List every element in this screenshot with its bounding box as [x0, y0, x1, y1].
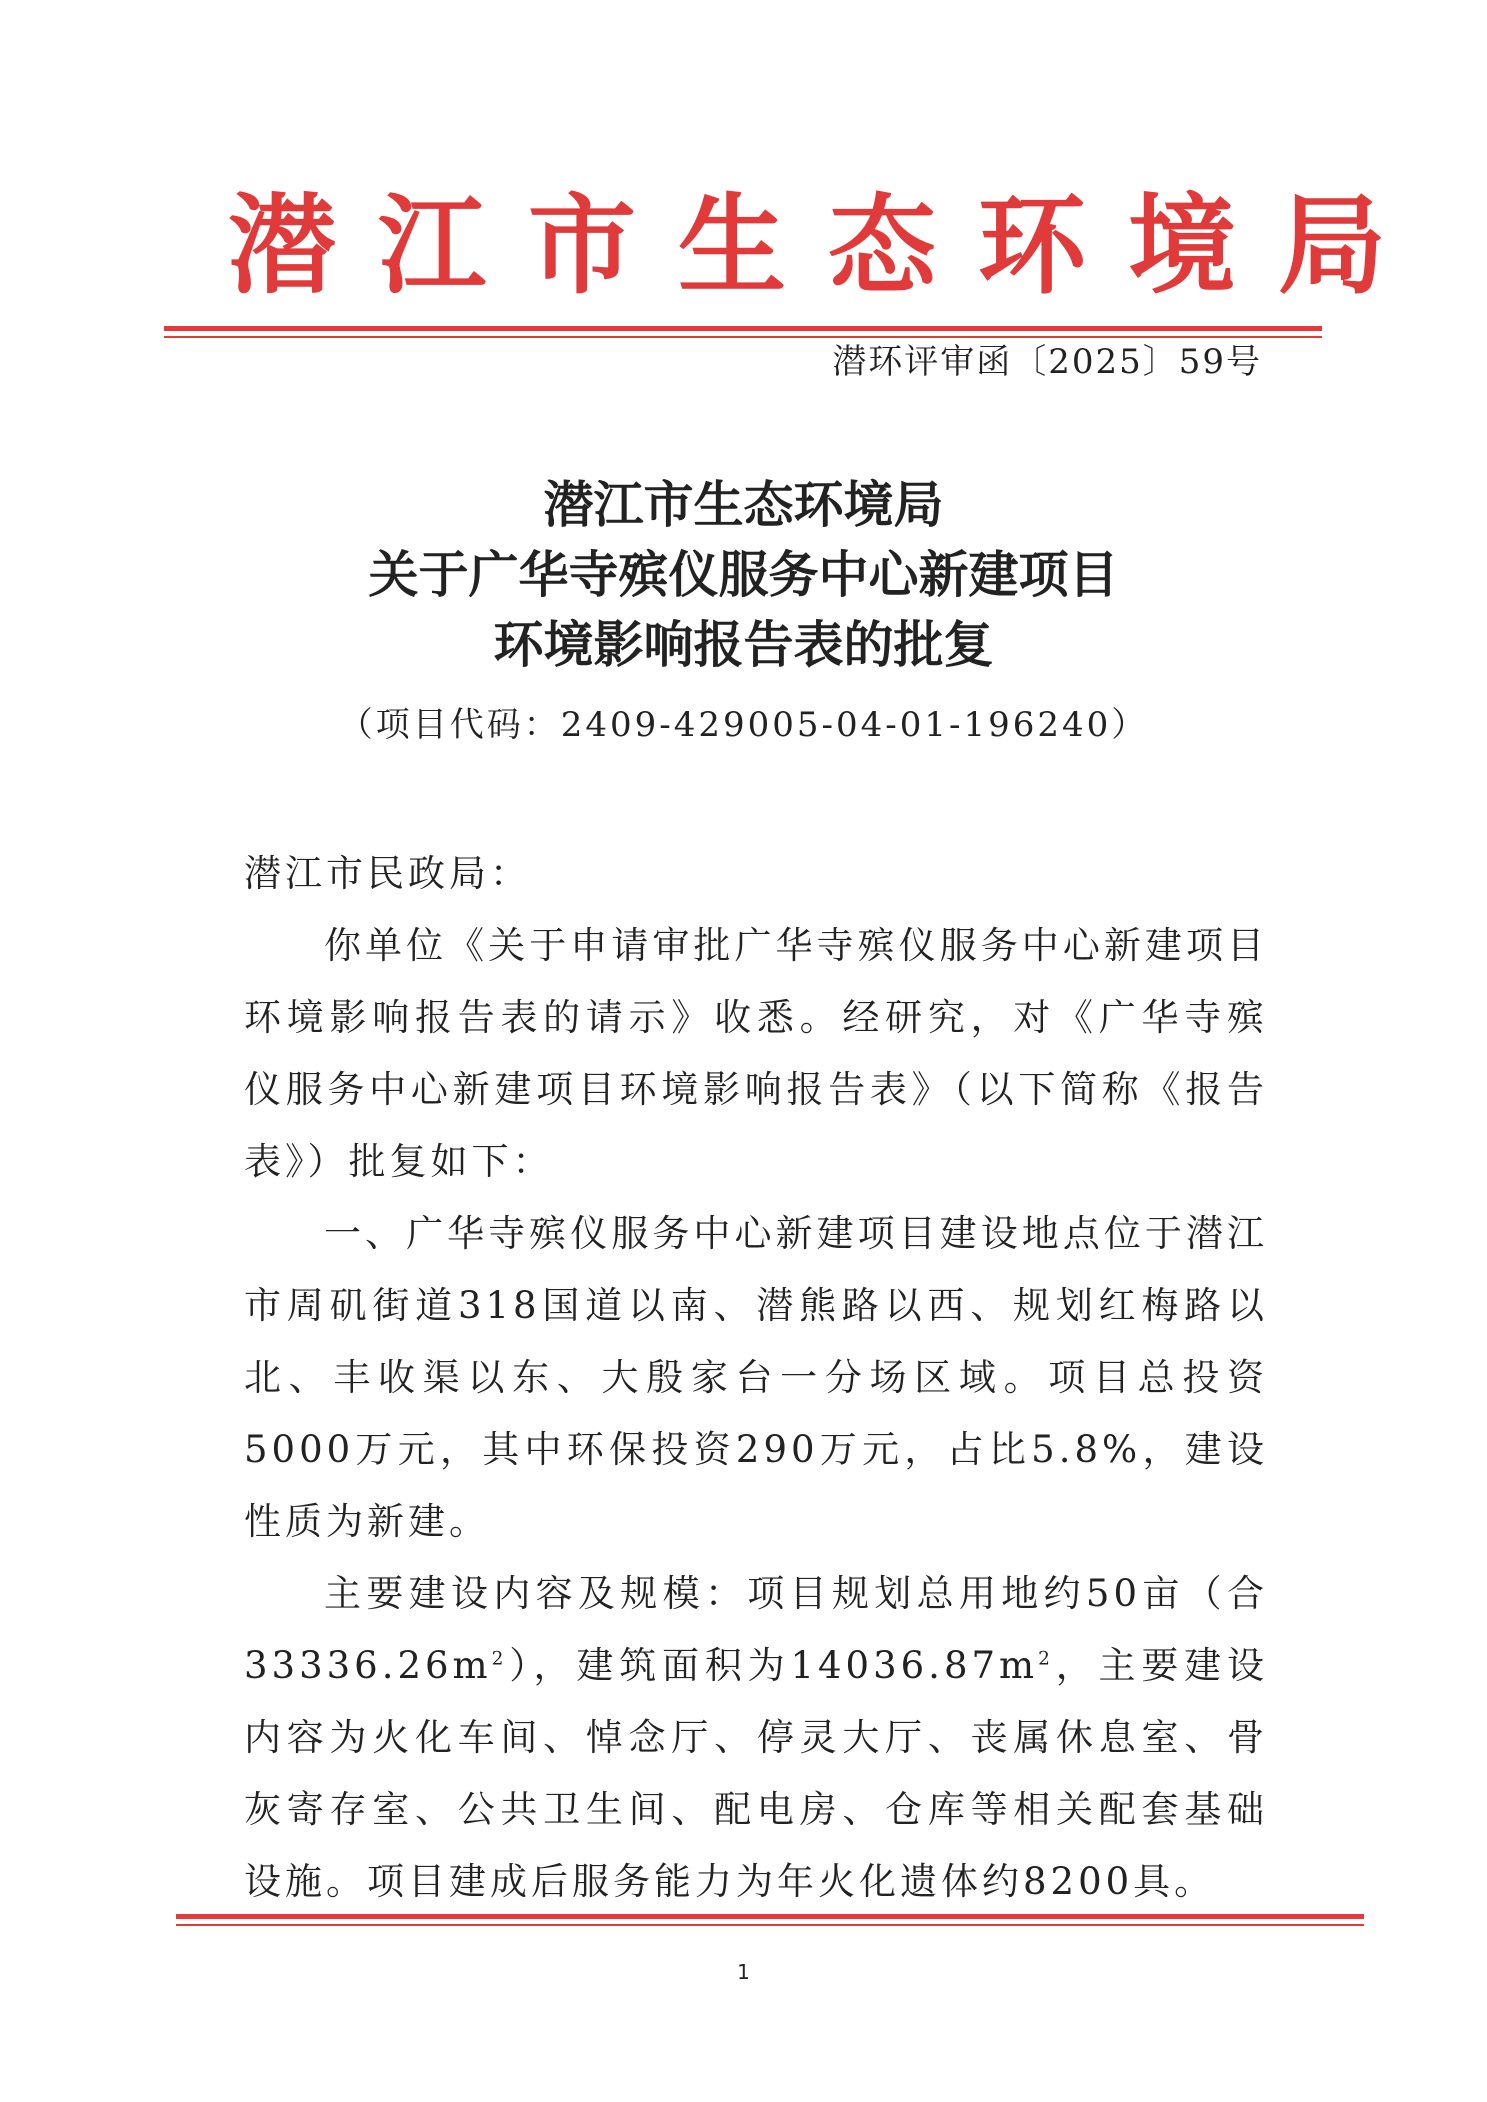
- paragraph-2: 一、广华寺殡仪服务中心新建项目建设地点位于潜江市周矶街道318国道以南、潜熊路以西、规划红梅路以北、丰收渠以东、大殷家台一分场区域。项目总投资5000万元，其中环保投资290万元，占比5.8%，建设性质为新建。: [244, 1212, 1268, 1543]
- project-code: （项目代码：2409-429005-04-01-196240）: [338, 705, 1149, 745]
- header-rule-thick: [164, 326, 1322, 331]
- footer-rule-thin: [176, 1924, 1364, 1926]
- document-body: [244, 838, 1268, 1918]
- title-line-3: 环境影响报告表的批复: [493, 616, 994, 674]
- document-title: [0, 470, 1487, 680]
- paragraph-3-part-a: 主要建设内容及规模：项目规划总用地约50亩（合33336.26m: [244, 1572, 1268, 1687]
- header-rule-thin: [164, 336, 1322, 338]
- superscript-2: 2: [1038, 1648, 1054, 1670]
- footer-rule-thick: [176, 1914, 1364, 1919]
- paragraph-3-part-c: ，主要建设内容为火化车间、悼念厅、停灵大厅、丧属休息室、骨灰寄存室、公共卫生间、配电房、仓库等相关配套基础设施。项目建成后服务能力为年火化遗体约8200具。: [244, 1644, 1268, 1903]
- paragraph-3-part-b: ），建筑面积为14036.87m: [507, 1644, 1039, 1687]
- recipient: 潜江市民政局：: [244, 852, 531, 895]
- document-number: 潜环评审函〔2025〕59号: [832, 342, 1262, 382]
- page-number: 1: [737, 1960, 750, 1984]
- paragraph-1: 你单位《关于申请审批广华寺殡仪服务中心新建项目环境影响报告表的请示》收悉。经研究，对《广华寺殡仪服务中心新建项目环境影响报告表》（以下简称《报告表》）批复如下：: [244, 924, 1268, 1183]
- title-line-2: 关于广华寺殡仪服务中心新建项目: [368, 546, 1119, 604]
- title-line-1: 潜江市生态环境局: [543, 476, 944, 534]
- superscript-1: 2: [491, 1648, 508, 1670]
- org-letterhead: 潜江市生态环境局: [228, 183, 1429, 309]
- paragraph-3: [244, 1558, 1268, 1918]
